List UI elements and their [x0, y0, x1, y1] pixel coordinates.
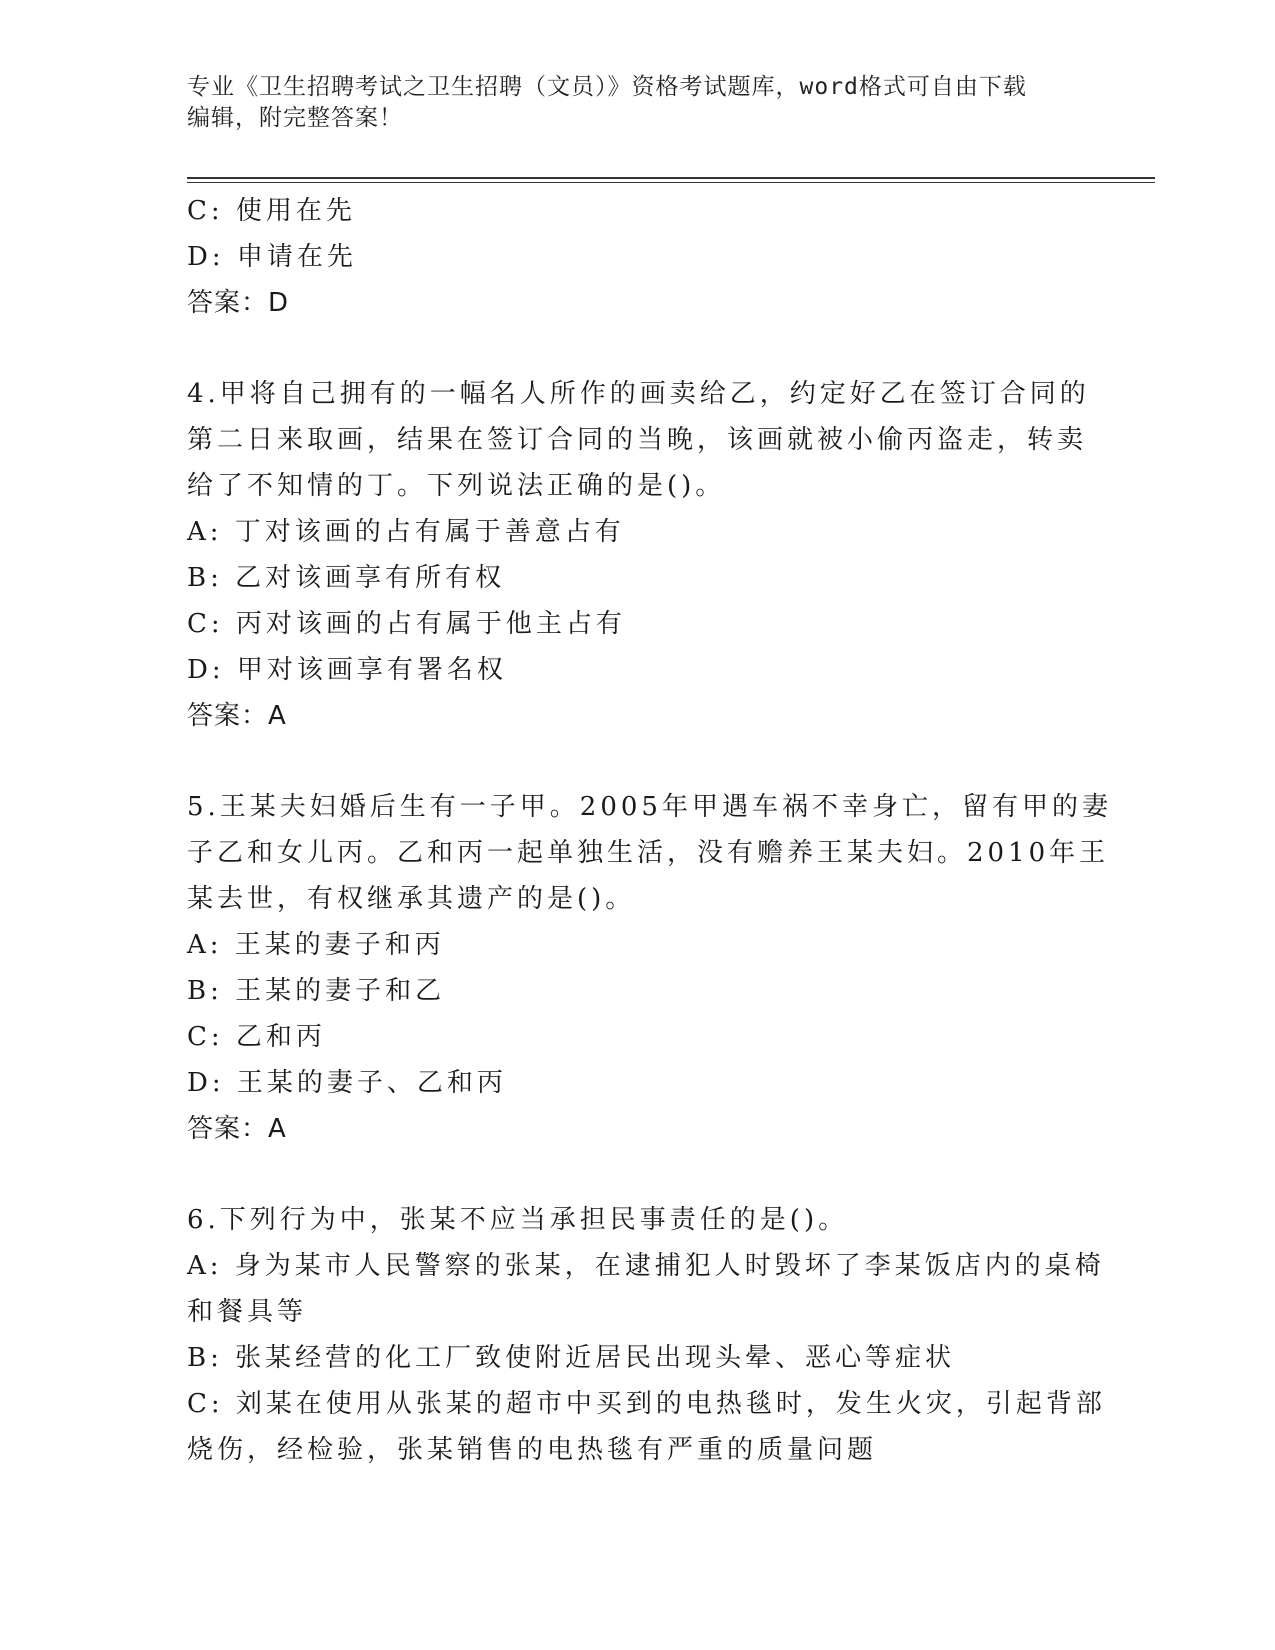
question-body — [187, 188, 1112, 1473]
spacer — [187, 326, 1087, 371]
spacer — [187, 1152, 1087, 1197]
question-stem-line: 5.王某夫妇婚后生有一子甲。2005年甲遇车祸不幸身亡，留有甲的妻 — [187, 792, 1112, 822]
header-line-2: 编辑，附完整答案！ — [187, 105, 403, 131]
answer-line: 答案：A — [187, 1114, 287, 1144]
option-c-continued: 烧伤，经检验，张某销售的电热毯有严重的质量问题 — [187, 1435, 878, 1465]
document-header — [187, 72, 1087, 134]
question-stem-line: 给了不知情的丁。下列说法正确的是()。 — [187, 471, 726, 501]
option-b: B: 乙对该画享有所有权 — [187, 563, 506, 593]
answer-line: 答案：A — [187, 701, 287, 731]
question-5 — [187, 784, 1112, 1152]
question-6 — [187, 1197, 1106, 1473]
option-b: B: 张某经营的化工厂致使附近居民出现头晕、恶心等症状 — [187, 1343, 956, 1373]
option-c: C: 刘某在使用从张某的超市中买到的电热毯时，发生火灾，引起背部 — [187, 1389, 1106, 1419]
option-a-continued: 和餐具等 — [187, 1297, 308, 1327]
previous-question-tail — [187, 188, 1087, 326]
question-stem-line: 某去世，有权继承其遗产的是()。 — [187, 884, 636, 914]
header-divider-thick — [187, 177, 1155, 179]
header-divider-thin — [187, 182, 1155, 183]
option-c: C: 丙对该画的占有属于他主占有 — [187, 609, 626, 639]
question-stem-line: 6.下列行为中，张某不应当承担民事责任的是()。 — [187, 1205, 849, 1235]
answer-line: 答案：D — [187, 288, 290, 318]
option-a: A: 王某的妻子和丙 — [187, 930, 445, 960]
question-stem-line: 第二日来取画，结果在签订合同的当晚，该画就被小偷丙盗走，转卖 — [187, 425, 1088, 455]
option-a: A: 丁对该画的占有属于善意占有 — [187, 517, 625, 547]
option-c: C: 使用在先 — [187, 196, 356, 226]
option-d: D: 甲对该画享有署名权 — [187, 655, 507, 685]
option-d: D: 申请在先 — [187, 242, 357, 272]
question-stem-line: 子乙和女儿丙。乙和丙一起单独生活，没有赡养王某夫妇。2010年王 — [187, 838, 1110, 868]
header-line-1: 专业《卫生招聘考试之卫生招聘（文员）》资格考试题库，word格式可自由下载 — [187, 74, 1027, 100]
question-4 — [187, 371, 1090, 739]
option-c: C: 乙和丙 — [187, 1022, 326, 1052]
spacer — [187, 739, 1087, 784]
option-d: D: 王某的妻子、乙和丙 — [187, 1068, 507, 1098]
question-stem-line: 4.甲将自己拥有的一幅名人所作的画卖给乙，约定好乙在签订合同的 — [187, 379, 1090, 409]
option-b: B: 王某的妻子和乙 — [187, 976, 446, 1006]
option-a: A: 身为某市人民警察的张某，在逮捕犯人时毁坏了李某饭店内的桌椅 — [187, 1251, 1105, 1281]
